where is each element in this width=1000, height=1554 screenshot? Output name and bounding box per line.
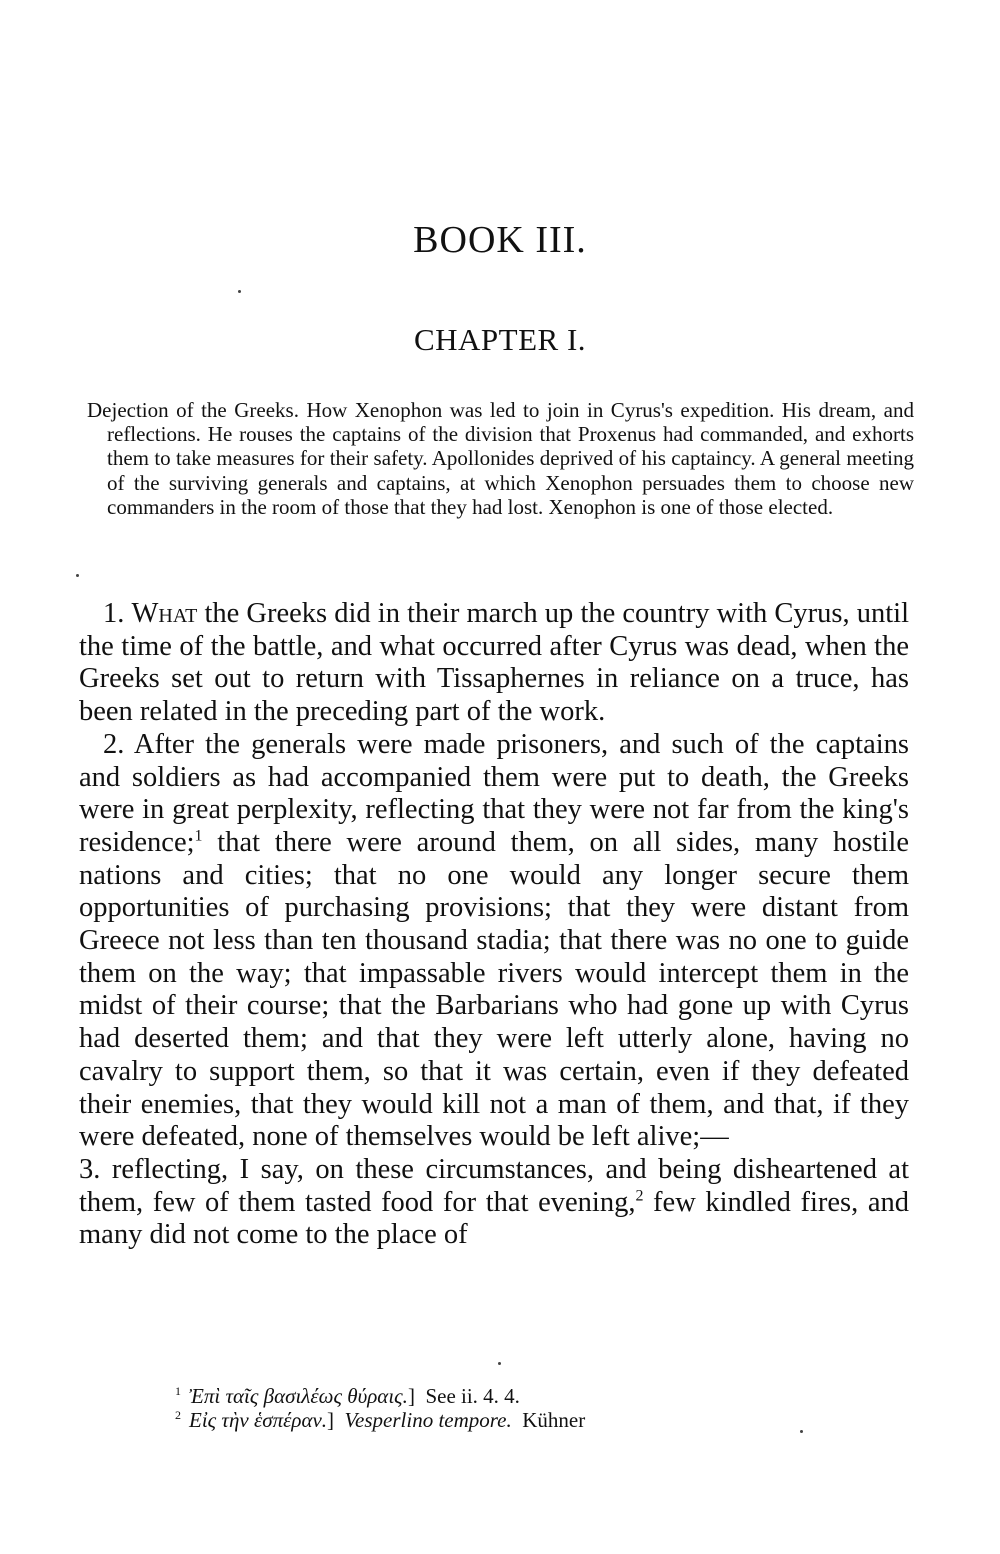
chapter-summary: Dejection of the Greeks. How Xenophon was led to join in Cyrus's expedition. His dream, and reflections. He rouses the captains of the division that Proxenus had commanded, and exhorts them to take measures for their safety. Apollonides deprived of his captaincy. A general meeting of the surviving generals and captains, at which Xenophon persuades them to choose new commanders in the room of those that they had lost. Xenophon is one of those elected. xyxy=(87,398,914,519)
chapter-title: CHAPTER I. xyxy=(413,322,587,357)
footnote-greek: Εἰς τὴν ἑσπέραν. xyxy=(189,1408,328,1432)
paragraph-number: 3. xyxy=(79,1153,101,1185)
paragraph-1 xyxy=(79,598,909,729)
footnote-mark: 1 xyxy=(175,1384,181,1398)
footnotes xyxy=(175,1384,875,1432)
paragraph-number: 1. xyxy=(103,598,125,629)
chapter-body xyxy=(79,598,909,1252)
print-speck xyxy=(498,1362,501,1365)
paragraph-number: 2. xyxy=(103,728,125,760)
footnote-2 xyxy=(175,1408,875,1432)
footnote-greek: Ἐπὶ ταῖς βασιλέως θύραις. xyxy=(189,1384,408,1408)
paragraph-text: reflecting, I say, on these circumstances, and being disheartened at them, few of them tasted food for that evening, xyxy=(79,1153,910,1218)
book-title: BOOK III. xyxy=(413,219,587,261)
paragraph-3 xyxy=(79,1154,909,1252)
footnote-latin: Vesperlino tempore. xyxy=(344,1408,512,1432)
footnote-bracket: ] xyxy=(327,1408,335,1432)
print-speck xyxy=(76,574,79,577)
paragraph-lead-word: What xyxy=(131,598,198,629)
footnote-bracket: ] xyxy=(407,1384,415,1408)
paragraph-text: After the generals were made prisoners, and such of the captains and soldiers as had accompanied them were put to death, the Greeks were in great perplexity, reflecting that they were not far from the king's residence; xyxy=(79,728,909,858)
print-speck xyxy=(238,290,241,293)
paragraph-text-continued: few kindled fires, and many did not come to the place of xyxy=(79,1186,910,1251)
footnote-mark: 2 xyxy=(175,1408,181,1422)
paragraph-text-continued: that there were around them, on all sides, many hostile nations and cities; that no one would any longer secure them opportunities of purchasing provisions; that they were distant from Greece not less than ten thousand stadia; that there was no one to guide them on the way; that impassable rivers would intercept them in the midst of their course; that the Barbarians who had gone up with Cyrus had deserted them; and that they were left utterly alone, having no cavalry to support them, so that it was certain, even if they defeated their enemies, that they would kill not a man of them, and that, if they were defeated, none of themselves would be left alive;— xyxy=(79,826,909,1153)
footnote-ref-1[interactable]: 1 xyxy=(194,827,203,845)
paragraph-text: the Greeks did in their march up the country with Cyrus, until the time of the battle, and what occurred after Cyrus was dead, when the Greeks set out to return with Tissaphernes in reliance on a truce, has been related in the preceding part of the work. xyxy=(79,598,909,728)
print-speck xyxy=(800,1430,803,1433)
footnote-1 xyxy=(175,1384,875,1408)
footnote-ref-2[interactable]: 2 xyxy=(635,1187,644,1205)
footnote-note: Kühner xyxy=(522,1408,586,1432)
footnote-note: See ii. 4. 4. xyxy=(425,1384,520,1408)
paragraph-2 xyxy=(79,729,909,1154)
